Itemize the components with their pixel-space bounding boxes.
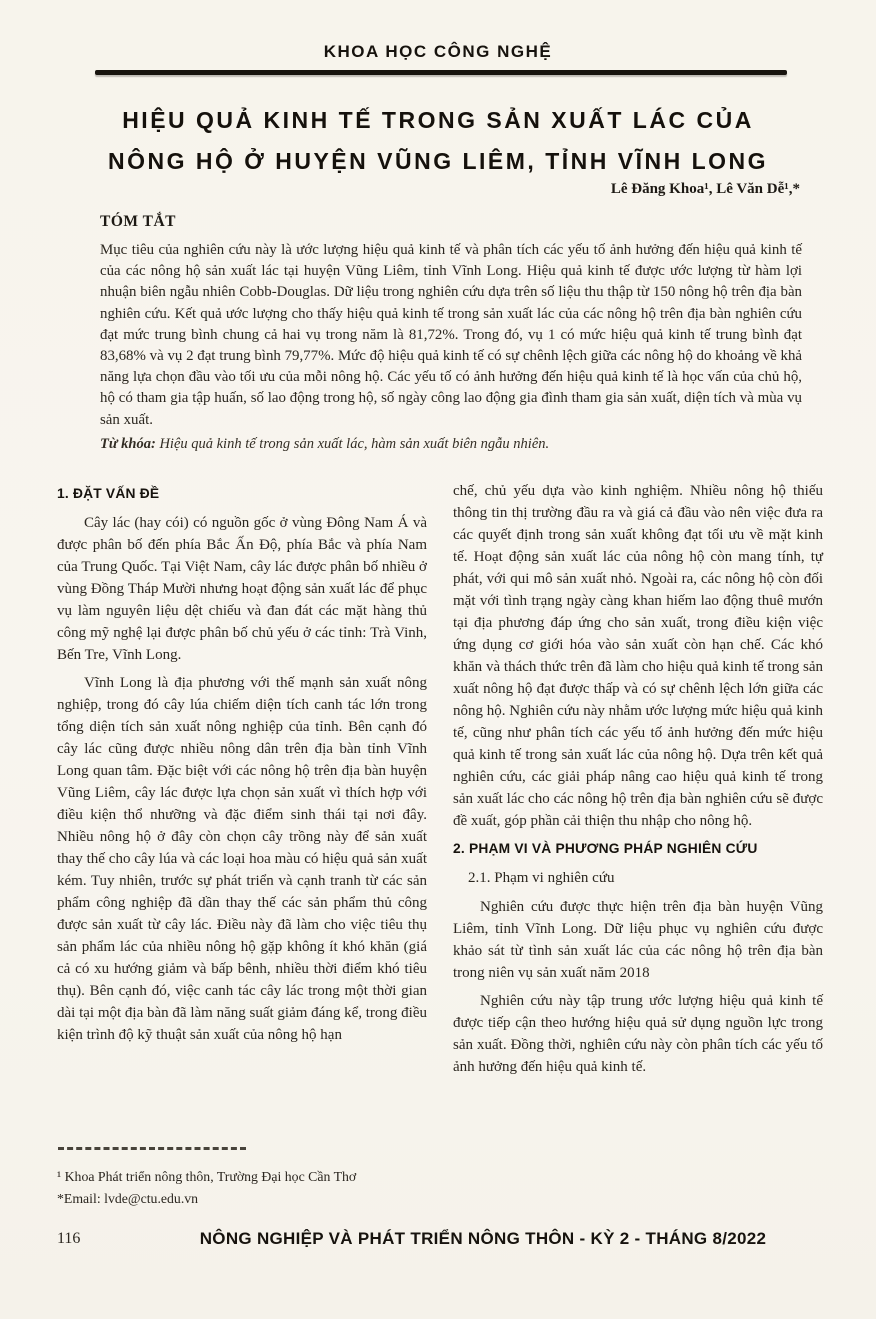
right-column <box>453 480 823 1084</box>
page-number: 116 <box>57 1230 81 1247</box>
right-paragraph-3: Nghiên cứu này tập trung ước lượng hiệu quả kinh tế được tiếp cận theo hướng hiệu quả sử dụng nguồn lực trong sản xuất. Đồng thời, nghiên cứu này còn phân tích các yếu tố ảnh hưởng đến hiệu quả kinh tế. <box>453 993 823 1075</box>
left-paragraph-1: Cây lác (hay cói) có nguồn gốc ở vùng Đông Nam Á và được phân bố đến phía Bắc Ấn Độ, phía Bắc và phía Nam của Trung Quốc. Tại Việt Nam, cây lác được phân bố nhiều ở vùng Đồng Tháp Mười nhưng hoạt động sản xuất lác để phục vụ làm nguyên liệu dệt chiếu và đan đát các mặt hàng thủ công mỹ nghệ lại được phân bố chủ yếu ở các tỉnh: Trà Vinh, Bến Tre, Vĩnh Long. <box>57 515 427 663</box>
footnote-affiliation: ¹ Khoa Phát triển nông thôn, Trường Đại học Cần Thơ <box>57 1169 357 1184</box>
journal-footer: NÔNG NGHIỆP VÀ PHÁT TRIỂN NÔNG THÔN - KỲ 2 - THÁNG 8/2022 <box>199 1229 767 1248</box>
abstract-text: Mục tiêu của nghiên cứu này là ước lượng hiệu quả kinh tế và phân tích các yếu tố ảnh hưởng đến hiệu quả kinh tế của các nông hộ sản xuất lác tại huyện Vũng Liêm, tỉnh Vĩnh Long. Hiệu quả kinh tế được ước lượng từ hàm lợi nhuận biên ngẫu nhiên Cobb-Douglas. Dữ liệu trong nghiên cứu dựa trên số liệu thu thập từ 150 nông hộ trên địa bàn nghiên cứu. Kết quả ước lượng cho thấy hiệu quả kinh tế trong sản xuất lác của các nông hộ trên địa bàn nghiên cứu đạt mức trung bình chung cả hai vụ trong năm là 81,72%. Trong đó, vụ 1 có mức hiệu quả kinh tế trung bình đạt 83,68% và vụ 2 đạt trung bình 79,77%. Mức độ hiệu quả kinh tế có sự chênh lệch giữa các nông hộ do khoảng về khả năng lựa chọn đầu vào tối ưu của mỗi nông hộ. Các yếu tố có ảnh hưởng đến hiệu quả kinh tế là học vấn của chủ hộ, hộ có tham gia tập huấn, số lao động trong hộ, số ngày công lao động gia đình tham gia sản xuất, diện tích và mùa vụ sản xuất. <box>100 242 802 428</box>
article-title-line2: NÔNG HỘ Ở HUYỆN VŨNG LIÊM, TỈNH VĨNH LONG <box>107 148 769 174</box>
article-title-line1: HIỆU QUẢ KINH TẾ TRONG SẢN XUẤT LÁC CỦA <box>122 107 754 133</box>
footnote-email: *Email: lvde@ctu.edu.vn <box>57 1190 199 1206</box>
article-title <box>45 100 831 182</box>
section-1-heading: 1. ĐẶT VẤN ĐỀ <box>57 486 160 501</box>
left-column <box>57 480 427 1084</box>
abstract-heading: TÓM TẮT <box>100 213 176 230</box>
body-columns <box>57 480 823 1084</box>
authors-line: Lê Đăng Khoa¹, Lê Văn Dễ¹,* <box>610 181 800 197</box>
footnote-separator <box>58 1147 246 1150</box>
footnotes <box>57 1166 447 1209</box>
header-rule <box>95 70 787 75</box>
section-2-1-subheading: 2.1. Phạm vi nghiên cứu <box>468 870 615 886</box>
left-paragraph-2: Vĩnh Long là địa phương với thế mạnh sản xuất nông nghiệp, trong đó cây lúa chiếm diện tích canh tác lớn trong tổng diện tích sản xuất nông nghiệp của tỉnh. Bên cạnh đó cây lác cũng được nhiều nông dân trên địa bàn tỉnh Vĩnh Long quan tâm. Đặc biệt với các nông hộ trên địa bàn huyện Vũng Liêm, cây lác được lựa chọn sản xuất vì thích hợp với điều kiện thổ nhưỡng và đặc điểm sinh thái tại nơi đây. Nhiều nông hộ ở đây còn chọn cây trồng này để sản xuất thay thế cho cây lúa và các loại hoa màu có hiệu quả sản xuất kém. Tuy nhiên, trước sự phát triển và cạnh tranh từ các sản phẩm công nghiệp đã dần thay thế các sản phẩm thủ công được sản xuất từ cây lác. Điều này đã làm cho việc tiêu thụ sản phẩm lác của nhiều nông hộ gặp không ít khó khăn (giá cả có xu hướng giảm và bấp bênh, nhiều thời điểm khó tiêu thụ). Bên cạnh đó, việc canh tác cây lác trong một thời gian dài tại một địa bàn đã làm năng suất giảm đáng kể, trong điều kiện trình độ kỹ thuật sản xuất của nông hộ hạn <box>57 675 427 1043</box>
journal-section-header: KHOA HỌC CÔNG NGHỆ <box>323 42 553 61</box>
right-paragraph-1: chế, chủ yếu dựa vào kinh nghiệm. Nhiều nông hộ thiếu thông tin thị trường đầu ra và giá cả đầu vào nên việc đưa ra các quyết định trong sản xuất không đạt tối ưu về mặt kinh tế. Hoạt động sản xuất lác của nông hộ còn mang tính, tự phát, với qui mô sản xuất nhỏ. Ngoài ra, các nông hộ còn đối mặt với tình trạng ngày càng khan hiếm lao động thuê mướn tại địa phương đáp ứng cho sản xuất, trong điều kiện việc ứng dụng cơ giới hóa vào sản xuất còn hạn chế. Các khó khăn và thách thức trên đã làm cho hiệu quả kinh tế trong sản xuất nông hộ đạt được thấp và có sự chênh lệch lớn giữa các nông hộ. Nghiên cứu này nhằm ước lượng mức hiệu quả kinh tế, cũng như phân tích các yếu tố ảnh hưởng đến mức hiệu quả kinh tế trong sản xuất lác của nông hộ. Dựa trên kết quả nghiên cứu, các giải pháp nâng cao hiệu quả kinh tế trong sản xuất lác cho các nông hộ trên địa bàn nghiên cứu sẽ được đề xuất, góp phần cải thiện thu nhập cho nông hộ. <box>453 483 823 829</box>
keywords-label: Từ khóa: <box>100 436 156 452</box>
section-2-heading: 2. PHẠM VI VÀ PHƯƠNG PHÁP NGHIÊN CỨU <box>453 841 758 856</box>
right-paragraph-2: Nghiên cứu được thực hiện trên địa bàn huyện Vũng Liêm, tỉnh Vĩnh Long. Dữ liệu phục vụ nghiên cứu được khảo sát từ tình sản xuất lác của các nông hộ trên địa bàn trong niên vụ sản xuất năm 2018 <box>453 899 823 981</box>
keywords-text: Hiệu quả kinh tế trong sản xuất lác, hàm sản xuất biên ngẫu nhiên. <box>155 436 550 452</box>
keywords-line <box>100 436 802 453</box>
